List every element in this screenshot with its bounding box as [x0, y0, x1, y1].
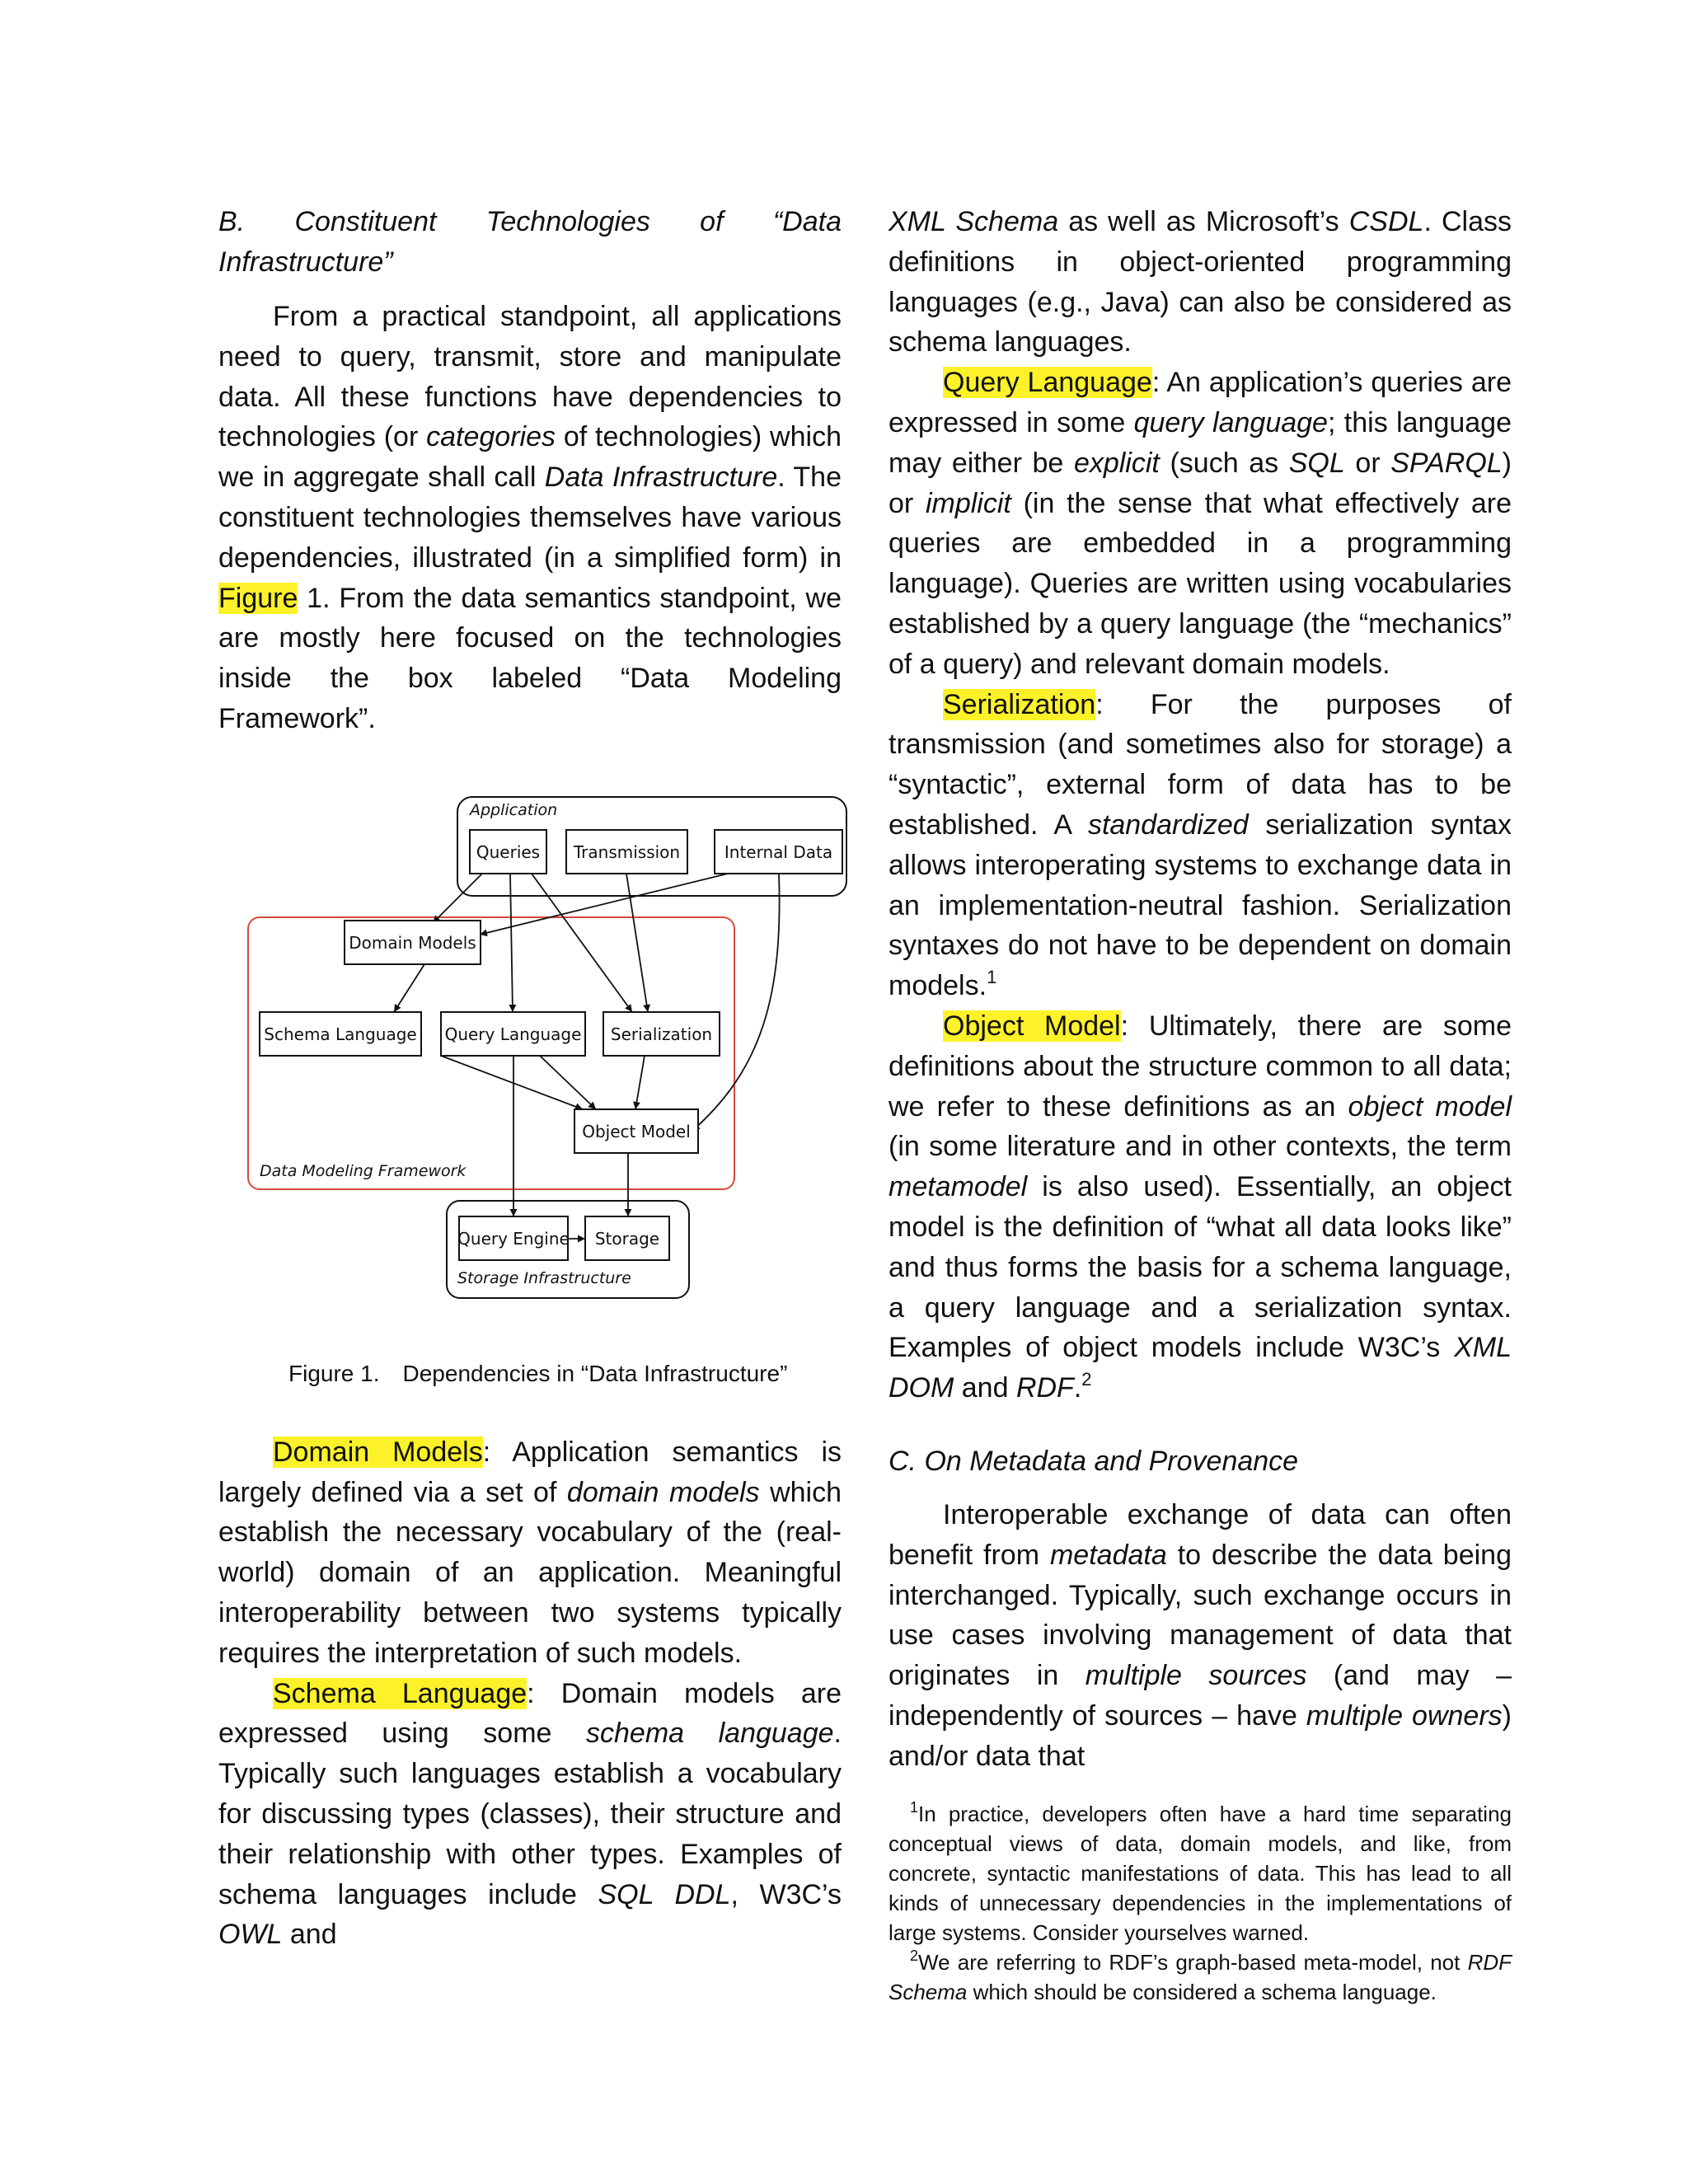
node-object-model: [574, 1109, 698, 1153]
footnote-ref-2[interactable]: 2: [1081, 1369, 1092, 1390]
svg-text:Internal Data: Internal Data: [724, 841, 833, 862]
footnote-1: $^1$In practice, developers often have a hard time separating conceptual views of data, domain models, and like, from concrete, syntactic manifestations of data. This has lead to all kinds of unnecessary dependencies in the implementations of large systems. Consider yourselves warned.: [889, 1799, 1512, 1946]
edge-schema-language-object-model: [441, 1056, 583, 1109]
node-queries: [470, 830, 546, 874]
domain-models-paragraph: Domain Models: Application semantics is largely defined via a set of domain models which establish the necessary vocabulary of the (real-world) domain of an application. Meaningful interoperability between two systems typically requires the interpretation of such models.: [218, 1436, 842, 1669]
application-cluster-label: Application: [470, 800, 558, 819]
svg-text:Storage: Storage: [594, 1228, 660, 1249]
footnote-2: $^2$We are referring to RDF’s graph-based meta-model, not RDF Schema which should be considered a schema language.: [889, 1947, 1512, 2005]
storage-infra-cluster-label: Storage Infrastructure: [457, 1268, 631, 1287]
svg-text:Transmission: Transmission: [573, 841, 681, 862]
figure-link[interactable]: Figure: [218, 582, 298, 614]
schema-continuation-paragraph: XML Schema as well as Microsoft’s CSDL. Class definitions in object-oriented programming languages (e.g., Java) can also be considered as schema languages.: [889, 206, 1512, 359]
edge-serialization-object-model: [635, 1056, 645, 1109]
node-domain-models: [345, 921, 481, 964]
section-b-heading: B. Constituent Technologies of “Data Infrastructure”: [218, 206, 842, 278]
section-c-heading: C. On Metadata and Provenance: [889, 1445, 1299, 1477]
serialization-paragraph: Serialization: For the purposes of transmission (and sometimes also for storage) a “syntactic”, external form of data has to be established. A standardized serialization syntax allows interoperating systems to exchange data in an implementation-neutral fashion. Serialization syntaxes do not have to be dependent on domain models.$^1$: [889, 688, 1512, 1002]
node-storage: [585, 1216, 669, 1260]
svg-text:Domain Models: Domain Models: [349, 932, 476, 953]
query-language-term: Query Language: [943, 367, 1152, 399]
svg-text:Schema Language: Schema Language: [264, 1024, 417, 1044]
schema-language-term: Schema Language: [273, 1677, 528, 1709]
serialization-term: Serialization: [943, 688, 1096, 720]
footnotes: [889, 1799, 1512, 2007]
right-column: [889, 202, 1512, 2007]
node-query-engine: [457, 1216, 570, 1260]
edge-queries-query-language: [510, 874, 513, 1012]
object-model-term: Object Model: [943, 1010, 1121, 1042]
node-schema-language: [260, 1012, 421, 1056]
data-modeling-cluster-label: Data Modeling Framework: [260, 1161, 467, 1180]
intro-paragraph: From a practical standpoint, all applications need to query, transmit, store and manipulate data. All these functions have dependencies to technologies (or categories of technologies) which we in aggregate shall call Data Infrastructure. The constituent technologies themselves have various dependencies, illustrated (in a simplified form) in Figure 1. From the data semantics standpoint, we are mostly here focused on the technologies inside the box labeled “Data Modeling Framework”.: [218, 301, 842, 734]
edge-internal-data-domain-models: [480, 874, 728, 935]
svg-text:Query Engine: Query Engine: [457, 1228, 570, 1249]
object-model-paragraph: Object Model: Ultimately, there are some definitions about the structure common to all data; we refer to these definitions as an object model (in some literature and in other contexts, the term metamodel is also used). Essentially, an object model is the definition of “what all data looks like” and thus forms the basis for a schema language, a query language and a serialization syntax. Examples of object models include W3C’s XML DOM and RDF.$^2$: [889, 1010, 1512, 1404]
dependency-diagram: [194, 797, 833, 1357]
schema-language-paragraph: Schema Language: Domain models are expressed using some schema language. Typically such languages establish a vocabulary for discussing types (classes), their structure and their relationship with other types. Examples of schema languages include SQL DDL, W3C’s OWL and: [218, 1677, 842, 1951]
svg-text:Object Model: Object Model: [582, 1121, 691, 1141]
edge-query-language-object-model: [540, 1056, 596, 1109]
svg-text:Queries: Queries: [476, 841, 541, 862]
node-transmission: [566, 830, 687, 874]
footnote-ref-1[interactable]: 1: [987, 967, 997, 988]
node-query-language: [441, 1012, 585, 1056]
node-internal-data: [715, 830, 842, 874]
svg-text:Serialization: Serialization: [610, 1024, 713, 1044]
edge-domain-models-schema-language: [394, 964, 424, 1012]
svg-text:Query Language: Query Language: [444, 1024, 582, 1044]
domain-models-term: Domain Models: [273, 1436, 483, 1468]
node-serialization: [603, 1012, 720, 1056]
query-language-paragraph: Query Language: An application’s queries are expressed in some query language; this language may either be explicit (such as SQL or SPARQL) or implicit (in the sense that what effectively are queries are embedded in a programming language). Queries are written using vocabularies established by a query language (the “mechanics” of a query) and relevant domain models.: [889, 367, 1512, 680]
metadata-paragraph: Interoperable exchange of data can often benefit from metadata to describe the data being interchanged. Typically, such exchange occurs in use cases involving management of data that originates in multiple sources (and may – independently of sources – have multiple owners) and/or data that: [889, 1498, 1512, 1772]
edge-internal-data-object-model: [692, 874, 780, 1131]
edge-queries-serialization: [532, 874, 632, 1012]
left-column: [218, 202, 842, 1955]
figure-caption: Figure 1. Dependencies in “Data Infrastructure”: [288, 1360, 788, 1386]
